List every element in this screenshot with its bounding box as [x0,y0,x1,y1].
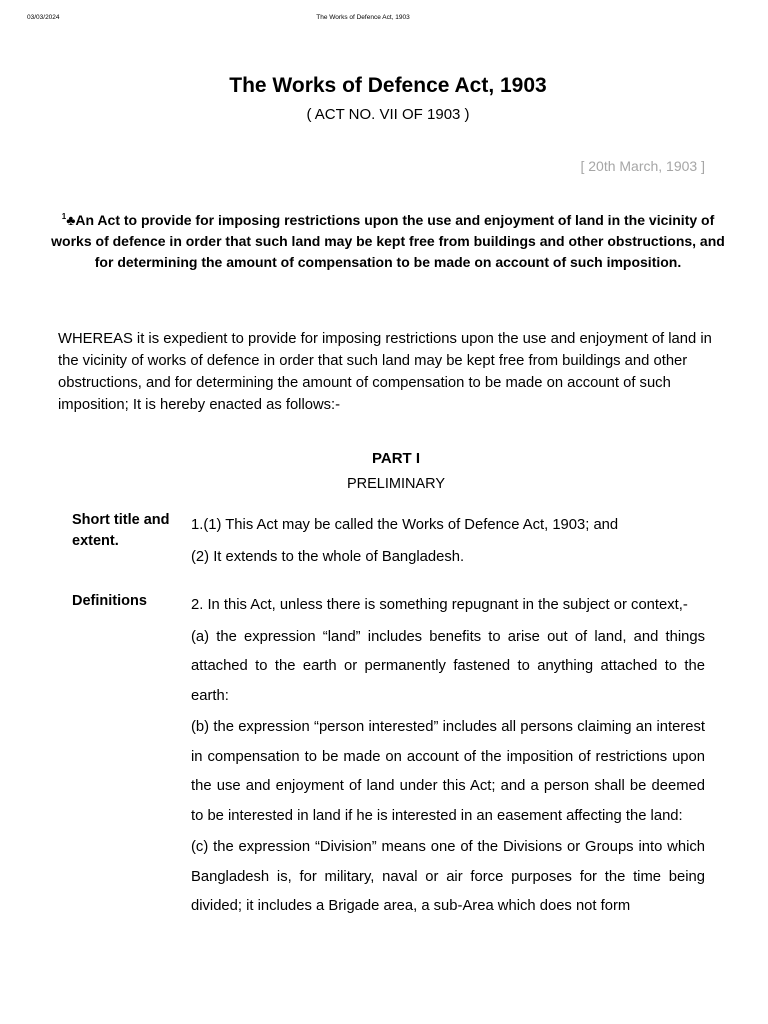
preamble: WHEREAS it is expedient to provide for imposing restrictions upon the use and enjoyment of land in the vicinity of works of defence in order that such land may be kept free from buildings and other obstructions, and for determining the amount of compensation to be made on account of such imposition; It is hereby enacted as follows:- [58,331,712,413]
act-title: The Works of Defence Act, 1903 [229,74,547,97]
section-2-paragraph: (b) the expression “person interested” includes all persons claiming an interest in compensation to be made on account of the imposition of restrictions upon the use and enjoyment of land under this Act; and a person shall be deemed to be interested in land if he is interested in an easement affecting the land: [191,719,705,824]
act-number: ( ACT NO. VII OF 1903 ) [306,106,470,123]
section-1-paragraph: 1.(1) This Act may be called the Works of Defence Act, 1903; and [191,517,619,533]
section-2-paragraph: (c) the expression “Division” means one of the Divisions or Groups into which Bangladesh is, for military, naval or air force purposes for the time being divided; it includes a Brigade area, a sub-Area which does not form [191,839,705,914]
long-title-text: ♣An Act to provide for imposing restrictions upon the use and enjoyment of land in the vicinity of works of defence in order that such land may be kept free from buildings and other obstructions, and for determining the amount of compensation to be made on account of such imposition. [51,212,725,270]
section-2-paragraph: 2. In this Act, unless there is something repugnant in the subject or context,- [191,597,688,613]
act-date: [ 20th March, 1903 ] [580,158,705,174]
section-1 [191,515,705,579]
side-note-definitions: Definitions [72,593,147,609]
part-heading: PART I [371,450,421,467]
side-note-short-title: Short title and extent. [72,512,170,549]
print-header [0,14,768,26]
print-date: 03/03/2024 [27,14,60,21]
long-title [40,206,736,273]
print-title: The Works of Defence Act, 1903 [316,14,410,21]
section-2-paragraph: (a) the expression “land” includes benefits to arise out of land, and things attached to the earth or permanently fastened to anything attached to the earth: [191,628,705,704]
section-1-paragraph: (2) It extends to the whole of Bangladesh. [191,549,465,565]
footnote-link[interactable]: 1 [61,212,67,221]
section-2 [191,591,705,924]
part-subheading: PRELIMINARY [346,476,446,492]
